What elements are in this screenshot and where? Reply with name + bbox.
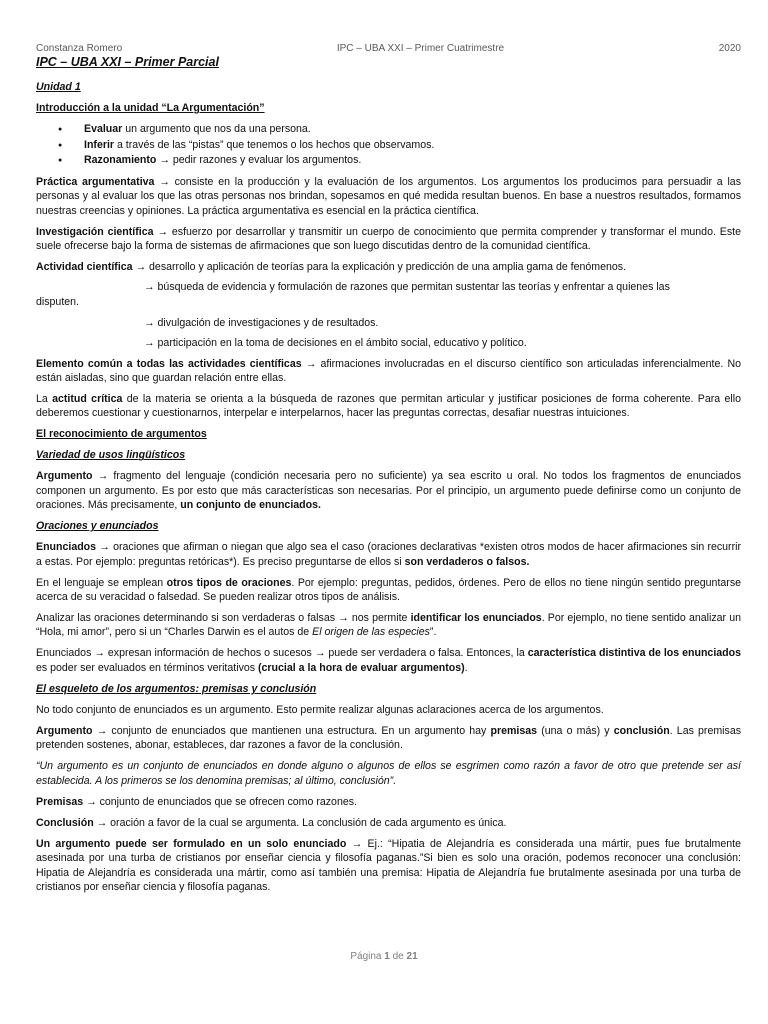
- oraciones-heading: Oraciones y enunciados: [36, 520, 159, 533]
- bullet-item: ● Razonamiento → pedir razones y evaluar los argumentos.: [36, 153, 741, 169]
- paragraph-conclusion: Conclusión → oración a favor de la cual se argumenta. La conclusión de cada argumento es única.: [36, 816, 507, 829]
- paragraph-quote: “Un argumento es un conjunto de enunciados en donde alguno o algunos de ellos se esgrimen como razón a favor de otro que pretende ser así establecida. A los primeros se los denomina premisas; al último, conclusión”.: [36, 760, 741, 787]
- paragraph-enunciados: Enunciados → oraciones que afirman o niegan que algo sea el caso (oraciones declarativas *existen otros modos de hacer afirmaciones sin recurrir a estas. Por ejemplo: preguntas retóricas*). Es preciso preguntarse de ellos si son verdaderos o falsos.: [36, 541, 741, 568]
- document-page: [36, 43, 741, 901]
- paragraph-actividad-2-cont: disputen.: [36, 295, 79, 308]
- paragraph-elemento: Elemento común a todas las actividades científicas → afirmaciones involucradas en el discurso científico son articuladas inferencialmente. No están aisladas, sino que guardan relación entre ellas.: [36, 357, 742, 385]
- paragraph-actividad-4: → participación en la toma de decisiones en el ámbito social, educativo y político.: [144, 337, 527, 350]
- variedad-heading: Variedad de usos lingüísticos: [36, 449, 186, 462]
- page-header: [36, 43, 741, 54]
- paragraph-un-argumento: Un argumento puede ser formulado en un solo enunciado → Ej.: “Hipatia de Alejandría es considerada una mártir, pues fue brutalmente asesinada por una turba de cristianos por enseñar ciencia y filosofía paganas.”Si bien es solo una oración, podemos reconocer una conclusión: Hipatia de Alejandría es considerada una mártir, como así también una premisa: Hipatia de Alejandría fue brutalmente asesinada por una turba de cristianos por enseñar ciencia y filosofía paganas.: [36, 837, 742, 893]
- unit-heading: Unidad 1: [36, 81, 81, 93]
- reconocimiento-heading: El reconocimiento de argumentos: [36, 428, 207, 441]
- paragraph-actividad: Actividad científica → desarrollo y aplicación de teorías para la explicación y predicción de una amplia gama de fenómenos.: [36, 261, 627, 273]
- paragraph-enunciados-2: Enunciados → expresan información de hechos o sucesos → puede ser verdadera o falsa. Entonces, la característica distintiva de los enunciados es poder ser evaluados en términos veritativos (crucial a la hora de evaluar argumentos).: [36, 647, 741, 674]
- paragraph-actividad-2: → búsqueda de evidencia y formulación de razones que permitan sustentar las teorías y enfrentar a quienes las: [144, 281, 670, 294]
- bullet-item: ● Inferir a través de las “pistas” que tenemos o los hechos que observamos.: [36, 138, 741, 154]
- paragraph-argumento-2: Argumento → conjunto de enunciados que mantienen una estructura. En un argumento hay premisas (una o más) y conclusión. Las premisas pretenden sostenes, abonar, estableces, dar razones a favor de la conclusión.: [36, 724, 742, 752]
- paragraph-no-todo: No todo conjunto de enunciados es un argumento. Esto permite realizar algunas aclaraciones acerca de los argumentos.: [36, 703, 604, 716]
- intro-heading: Introducción a la unidad “La Argumentación”: [36, 102, 265, 114]
- header-author: Constanza Romero: [36, 43, 123, 54]
- paragraph-investigacion: Investigación científica → esfuerzo por desarrollar y transmitir un cuerpo de conocimiento que permita comprender y transformar el mundo. Este suele ofrecerse bajo la forma de sistemas de afirmaciones que son luego discutidas dentro de la comunidad científica.: [36, 225, 741, 252]
- header-course: IPC – UBA XXI – Primer Cuatrimestre: [336, 43, 505, 54]
- paragraph-premisas: Premisas → conjunto de enunciados que se ofrecen como razones.: [36, 795, 357, 808]
- paragraph-practica: Práctica argumentativa → consiste en la producción y la evaluación de los argumentos. Los argumentos los producimos para persuadir a las personas y al evaluar los que las otras personas nos brindan, sopesamos en qué medida resultan buenos. En base a nuestros resultados, formamos nuestras creencias y opiniones. La práctica argumentativa es esencial en la práctica científica.: [36, 175, 741, 217]
- paragraph-actividad-3: → divulgación de investigaciones y de resultados.: [144, 316, 379, 329]
- document-title: IPC – UBA XXI – Primer Parcial: [36, 55, 219, 69]
- paragraph-actitud: La actitud crítica de la materia se orienta a la búsqueda de razones que permitan articular y justificar posiciones de forma coherente. Para ello deberemos cuestionar y cuestionarnos, interpelar e interpelarnos, hacer las preguntas correctas, desafiar nuestras intuiciones.: [36, 393, 741, 420]
- esqueleto-heading: El esqueleto de los argumentos: premisas y conclusión: [36, 682, 317, 695]
- paragraph-analizar: Analizar las oraciones determinando si son verdaderas o falsas → nos permite identificar los enunciados. Por ejemplo, no tiene sentido analizar un “Hola, mi amor”, pero si un “Charles Darwin es el autos de El origen de las especies”.: [36, 612, 741, 639]
- paragraph-argumento: Argumento → fragmento del lenguaje (condición necesaria pero no suficiente) ya sea escrito u oral. No todos los fragmentos de enunciados componen un argumento. Es por esto que más características son necesarias. Por el principio, un argumento puede definirse como un conjunto de oraciones. Más precisamente, un conjunto de enunciados.: [36, 470, 741, 512]
- bullet-list: [36, 122, 741, 169]
- page-footer: Página 1 de 21: [350, 951, 418, 962]
- paragraph-lenguaje: En el lenguaje se emplean otros tipos de oraciones. Por ejemplo: preguntas, pedidos, órdenes. Pero de ellos no tiene ningún sentido preguntarse acerca de su veracidad o falsedad. Se pueden realizar otros tipos de análisis.: [36, 576, 742, 604]
- bullet-item: ● Evaluar un argumento que nos da una persona.: [36, 122, 741, 138]
- header-year: 2020: [718, 43, 741, 54]
